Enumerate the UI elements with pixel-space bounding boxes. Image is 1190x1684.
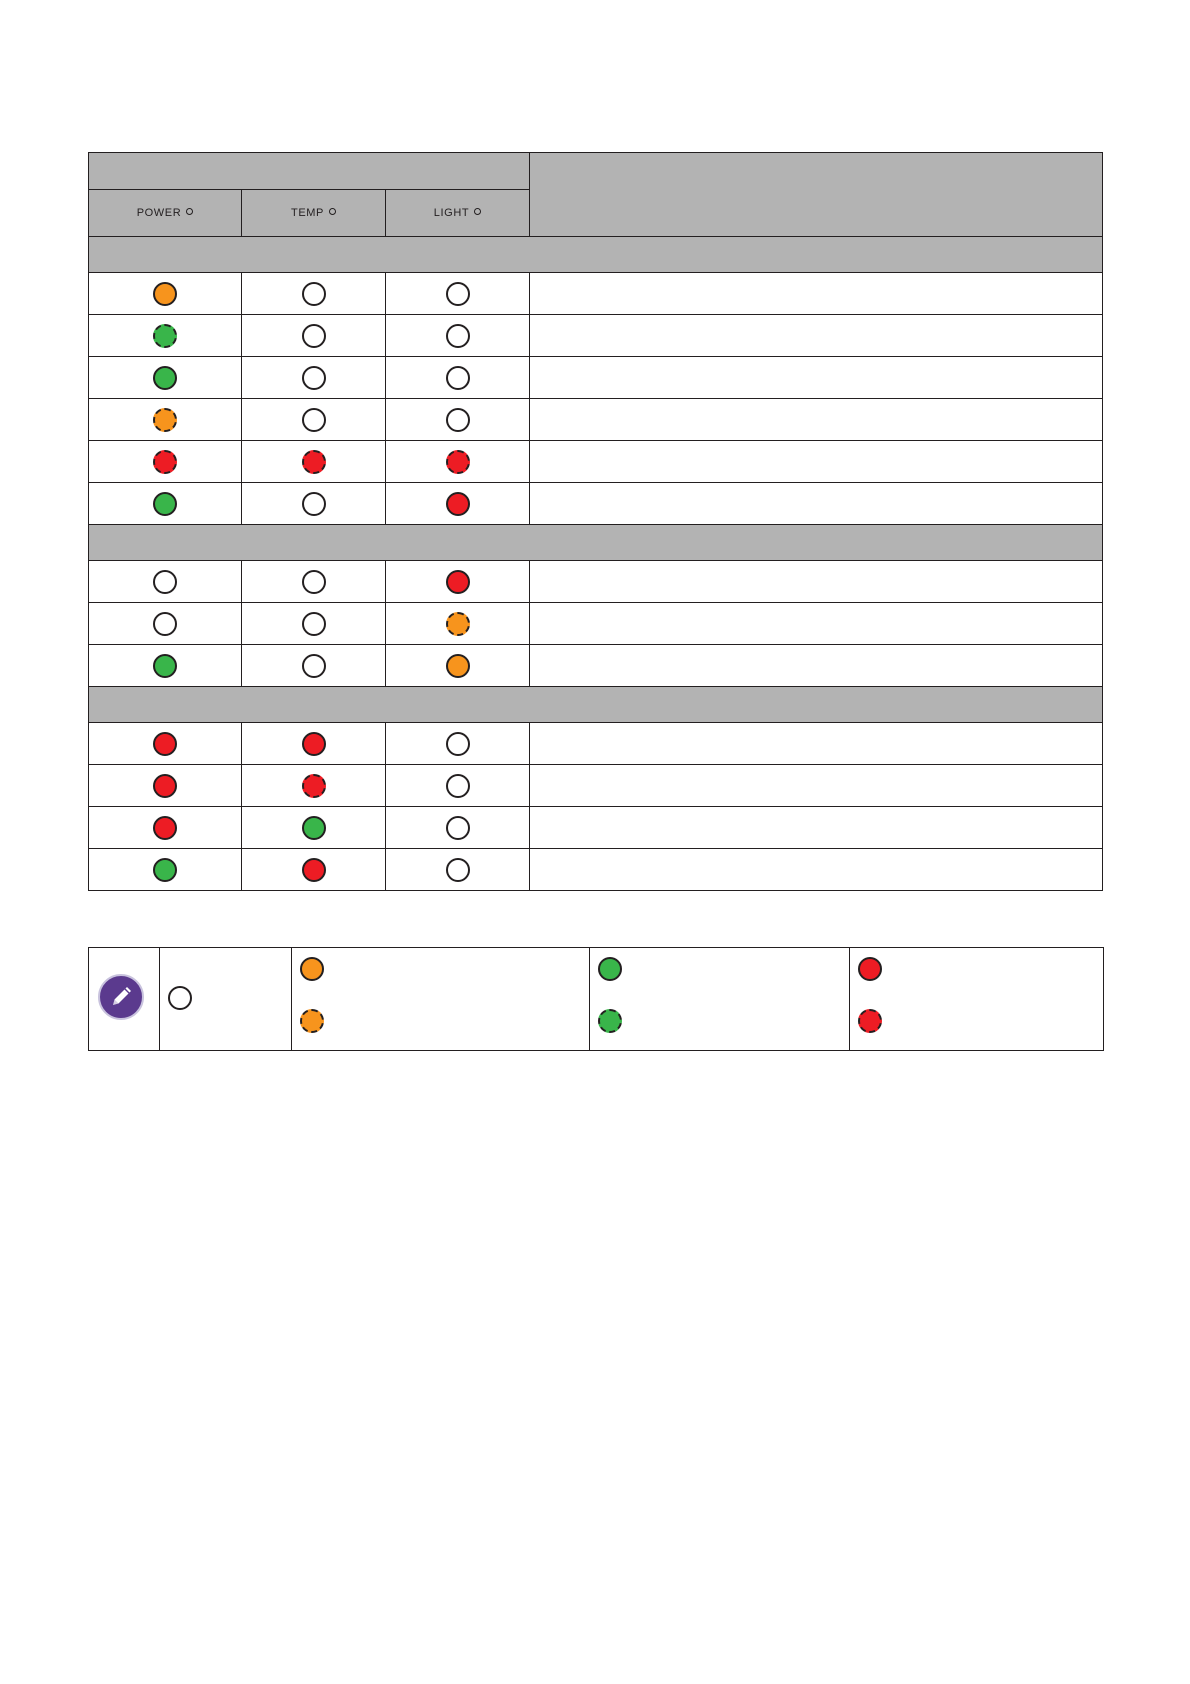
led-green-flashing-icon: [153, 324, 177, 348]
status-description-cell: [530, 399, 1103, 441]
light-cell: [386, 723, 530, 765]
led-red-flashing-icon: [858, 1009, 882, 1033]
table-row: [89, 849, 1103, 891]
light-cell: [386, 273, 530, 315]
table-row: [89, 441, 1103, 483]
light-cell: [386, 849, 530, 891]
led-red-steady-icon: [446, 570, 470, 594]
table-row: [89, 645, 1103, 687]
temp-cell: [242, 723, 386, 765]
light-cell: [386, 441, 530, 483]
table-row: [89, 765, 1103, 807]
table-row: [89, 399, 1103, 441]
power-cell: [89, 807, 242, 849]
status-description-cell: [530, 603, 1103, 645]
power-cell: [89, 723, 242, 765]
table-row: [89, 315, 1103, 357]
led-off-icon: [446, 732, 470, 756]
section-header-row: [89, 687, 1103, 723]
led-red-steady-icon: [858, 957, 882, 981]
power-column-header: [89, 190, 242, 237]
led-red-flashing-icon: [153, 450, 177, 474]
led-green-steady-icon: [598, 957, 622, 981]
status-description-cell: [530, 357, 1103, 399]
led-red-flashing-icon: [302, 450, 326, 474]
section-header-cell: [89, 687, 1103, 723]
light-cell: [386, 357, 530, 399]
led-red-steady-icon: [153, 732, 177, 756]
temp-column-header: [242, 190, 386, 237]
status-description-cell: [530, 561, 1103, 603]
legend-orange-cell: [291, 948, 589, 1050]
section-header-cell: [89, 525, 1103, 561]
temp-cell: [242, 441, 386, 483]
led-orange-flashing-icon: [446, 612, 470, 636]
note-icon-cell: [89, 948, 159, 1050]
table-row: [89, 807, 1103, 849]
led-legend: [88, 947, 1104, 1051]
led-off-icon: [302, 366, 326, 390]
status-description-cell: [530, 483, 1103, 525]
legend-green-cell: [589, 948, 849, 1050]
power-cell: [89, 849, 242, 891]
status-description-cell: [530, 849, 1103, 891]
light-cell: [386, 315, 530, 357]
temp-cell: [242, 273, 386, 315]
led-off-icon: [302, 570, 326, 594]
temp-cell: [242, 357, 386, 399]
led-orange-flashing-icon: [300, 1009, 324, 1033]
power-cell: [89, 603, 242, 645]
led-off-icon: [302, 612, 326, 636]
light-cell: [386, 561, 530, 603]
led-off-icon: [302, 282, 326, 306]
led-green-steady-icon: [153, 492, 177, 516]
temp-cell: [242, 849, 386, 891]
led-off-icon: [302, 492, 326, 516]
led-off-icon: [153, 570, 177, 594]
status-description-cell: [530, 315, 1103, 357]
status-description-cell: [530, 723, 1103, 765]
led-indicator-table: [88, 152, 1103, 891]
led-red-steady-icon: [153, 816, 177, 840]
table-row: [89, 483, 1103, 525]
light-header-group: [89, 153, 530, 190]
light-column-header: [386, 190, 530, 237]
led-green-steady-icon: [302, 816, 326, 840]
led-off-icon: [168, 986, 192, 1010]
led-red-steady-icon: [302, 858, 326, 882]
power-cell: [89, 399, 242, 441]
power-cell: [89, 561, 242, 603]
temp-cell: [242, 399, 386, 441]
led-orange-steady-icon: [300, 957, 324, 981]
power-label: POWER: [136, 207, 182, 219]
led-off-icon: [446, 282, 470, 306]
table-row: [89, 723, 1103, 765]
led-green-steady-icon: [153, 654, 177, 678]
led-off-icon: [446, 408, 470, 432]
light-cell: [386, 807, 530, 849]
led-orange-steady-icon: [153, 282, 177, 306]
power-cell: [89, 315, 242, 357]
power-cell: [89, 483, 242, 525]
status-description-cell: [530, 645, 1103, 687]
table-row: [89, 561, 1103, 603]
led-off-icon: [446, 858, 470, 882]
power-cell: [89, 273, 242, 315]
led-indicator-table-container: [88, 152, 1102, 891]
light-indicator-icon: [474, 208, 481, 215]
section-header-row: [89, 525, 1103, 561]
temp-cell: [242, 603, 386, 645]
led-orange-steady-icon: [446, 654, 470, 678]
power-cell: [89, 441, 242, 483]
table-row: [89, 357, 1103, 399]
led-orange-flashing-icon: [153, 408, 177, 432]
light-cell: [386, 603, 530, 645]
table-row: [89, 603, 1103, 645]
power-indicator-icon: [186, 208, 193, 215]
legend-red-cell: [849, 948, 1103, 1050]
indicator-table-body: [89, 237, 1103, 891]
led-green-steady-icon: [153, 366, 177, 390]
light-cell: [386, 399, 530, 441]
temp-cell: [242, 645, 386, 687]
temp-cell: [242, 807, 386, 849]
temp-cell: [242, 483, 386, 525]
led-green-steady-icon: [153, 858, 177, 882]
light-cell: [386, 645, 530, 687]
led-off-icon: [446, 324, 470, 348]
temp-cell: [242, 765, 386, 807]
led-off-icon: [302, 408, 326, 432]
pencil-note-icon: [98, 974, 144, 1020]
led-off-icon: [446, 816, 470, 840]
section-header-row: [89, 237, 1103, 273]
light-cell: [386, 765, 530, 807]
led-off-icon: [446, 774, 470, 798]
temp-cell: [242, 315, 386, 357]
temp-cell: [242, 561, 386, 603]
led-red-flashing-icon: [446, 450, 470, 474]
light-cell: [386, 483, 530, 525]
led-off-icon: [153, 612, 177, 636]
temp-indicator-icon: [329, 208, 336, 215]
legend-off-cell: [159, 948, 291, 1050]
section-header-cell: [89, 237, 1103, 273]
led-off-icon: [302, 654, 326, 678]
status-description-cell: [530, 765, 1103, 807]
led-red-steady-icon: [153, 774, 177, 798]
power-cell: [89, 357, 242, 399]
light-label: LIGHT: [433, 207, 470, 219]
table-row: [89, 273, 1103, 315]
temp-label: TEMP: [291, 207, 324, 219]
power-cell: [89, 645, 242, 687]
led-red-steady-icon: [302, 732, 326, 756]
status-description-cell: [530, 273, 1103, 315]
led-off-icon: [446, 366, 470, 390]
led-green-flashing-icon: [598, 1009, 622, 1033]
led-red-steady-icon: [446, 492, 470, 516]
status-description-header: [530, 153, 1103, 237]
status-description-cell: [530, 807, 1103, 849]
status-description-cell: [530, 441, 1103, 483]
led-off-icon: [302, 324, 326, 348]
power-cell: [89, 765, 242, 807]
led-red-flashing-icon: [302, 774, 326, 798]
